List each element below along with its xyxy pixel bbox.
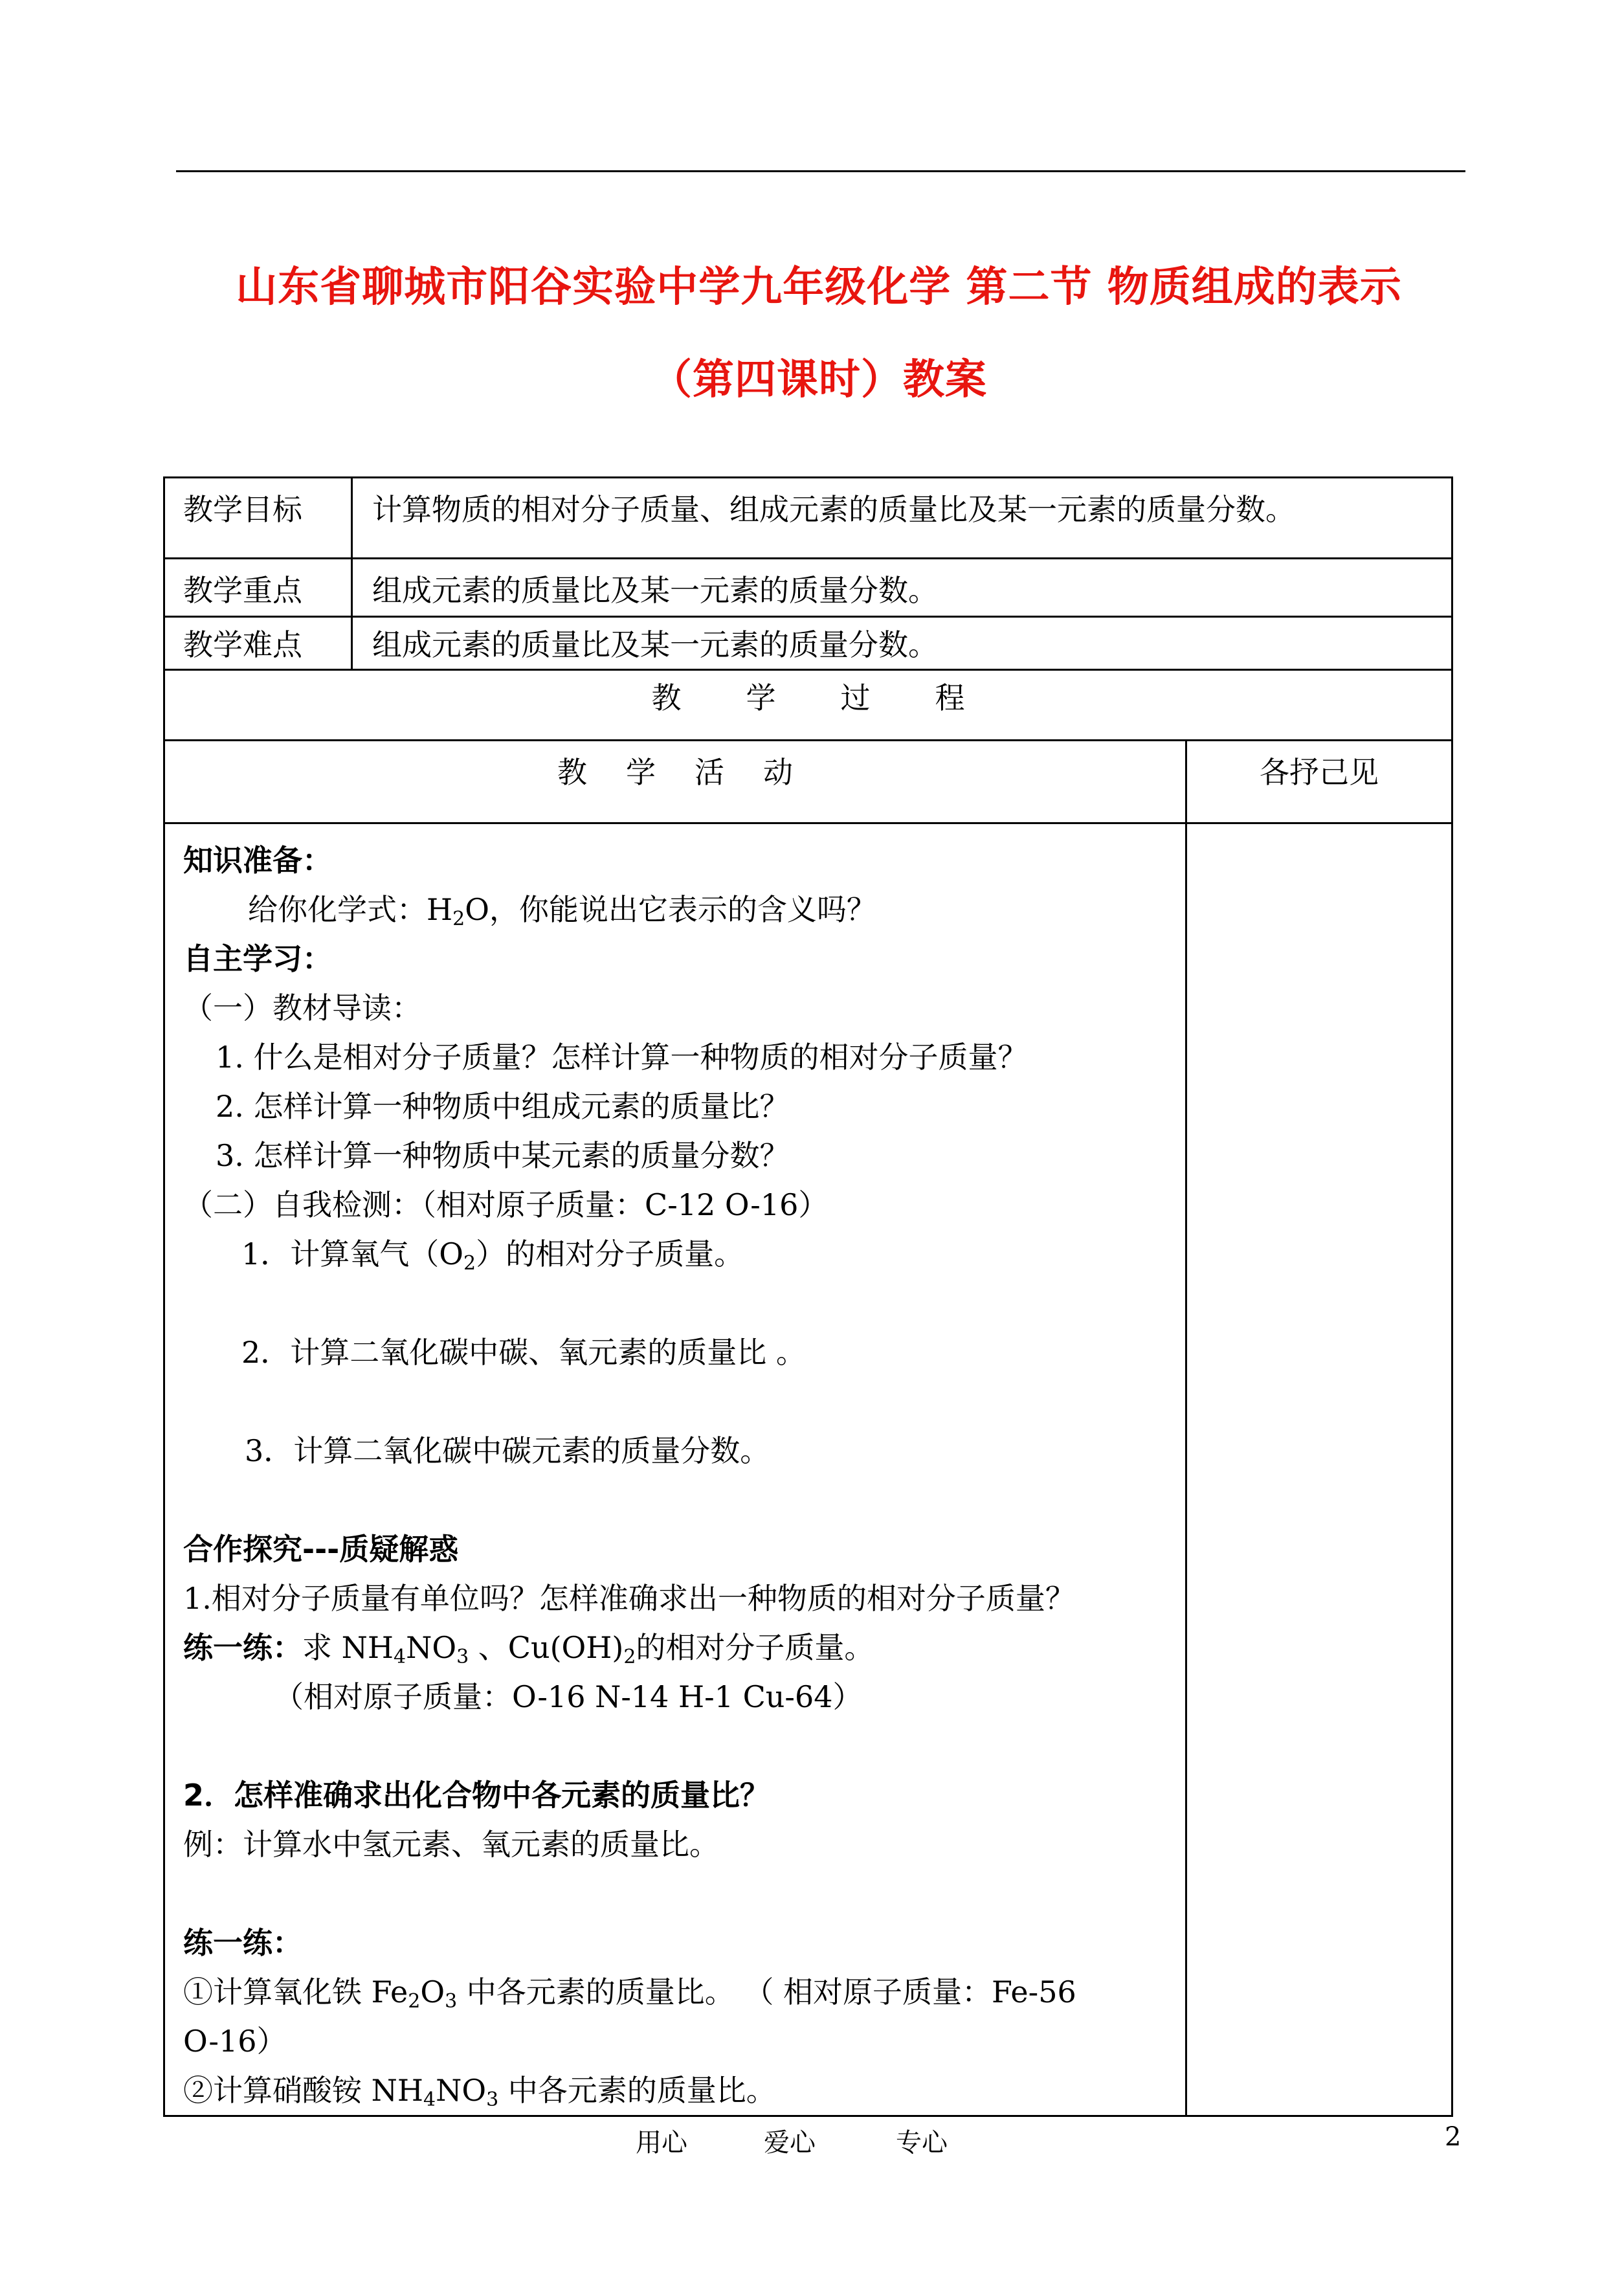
example: 例：计算水中氢元素、氧元素的质量比。 <box>183 1827 719 1862</box>
practice-2-item-1-cont: O-16） <box>183 2024 287 2059</box>
page-number: 2 <box>1445 2122 1462 2152</box>
focus-row <box>164 559 1452 617</box>
practice-2-item-1: ①计算氧化铁 $Fe_2O_3$ 中各元素的质量比。 （ 相对原子质量：Fe-56 <box>183 1974 1076 2013</box>
top-rule <box>176 170 1465 172</box>
notes-header: 各抒己见 <box>1186 741 1452 823</box>
footer-word-3: 专心 <box>896 2128 948 2158</box>
goal-row <box>164 478 1452 559</box>
knowledge-prep-heading: 知识准备： <box>183 843 332 878</box>
difficulty-row <box>164 617 1452 670</box>
notes-column <box>1186 823 1452 2116</box>
self-study-heading: 自主学习： <box>183 941 332 976</box>
activity-header: 教 学 活 动 <box>164 741 1186 823</box>
activity-header-row <box>164 741 1452 823</box>
practice-2-item-2: ②计算硝酸铵 $NH_4NO_3$ 中各元素的质量比。 <box>183 2073 776 2111</box>
practice-1-masses: （相对原子质量：O-16 N-14 H-1 Cu-64） <box>274 1679 863 1714</box>
focus-label: 教学重点 <box>164 559 352 617</box>
goal-value: 计算物质的相对分子质量、组成元素的质量比及某一元素的质量分数。 <box>352 478 1452 559</box>
reading-q1: 1. 什么是相对分子质量？怎样计算一种物质的相对分子质量？ <box>216 1040 1028 1075</box>
content-row <box>164 823 1452 2116</box>
coop-question-2: 2．怎样准确求出化合物中各元素的质量比？ <box>183 1778 770 1813</box>
process-header: 教 学 过 程 <box>164 670 1452 741</box>
activity-content <box>164 823 1186 2116</box>
doc-title-line2: （第四课时）教案 <box>651 356 987 404</box>
doc-title-line1: 山东省聊城市阳谷实验中学九年级化学 第二节 物质组成的表示 <box>236 263 1402 311</box>
footer-word-2: 爱心 <box>764 2128 816 2158</box>
difficulty-label: 教学难点 <box>164 617 352 670</box>
check-q1: 1．计算氧气$(O_2)$的相对分子质量。 <box>241 1236 744 1275</box>
difficulty-value: 组成元素的质量比及某一元素的质量分数。 <box>352 617 1452 670</box>
focus-value: 组成元素的质量比及某一元素的质量分数。 <box>352 559 1452 617</box>
reading-q3: 3. 怎样计算一种物质中某元素的质量分数？ <box>216 1138 790 1173</box>
practice-1: 练一练：求 $NH_4NO_3$ 、$Cu(OH)_2$的相对分子质量。 <box>183 1630 874 1668</box>
reading-title: （一）教材导读： <box>183 990 421 1025</box>
practice-2-heading: 练一练： <box>183 1925 302 1960</box>
process-header-row <box>164 670 1452 741</box>
check-title: （二）自我检测：（相对原子质量：C-12 O-16） <box>183 1187 829 1222</box>
prep-question: 给你化学式：$H_2O$，你能说出它表示的含义吗？ <box>248 892 876 930</box>
check-q2: 2．计算二氧化碳中碳、氧元素的质量比 。 <box>241 1335 806 1370</box>
reading-q2: 2. 怎样计算一种物质中组成元素的质量比？ <box>216 1089 790 1124</box>
footer-word-1: 用心 <box>636 2128 687 2158</box>
coop-heading: 合作探究---质疑解惑 <box>183 1532 459 1567</box>
check-q3: 3．计算二氧化碳中碳元素的质量分数。 <box>245 1433 770 1468</box>
coop-question-1: 1.相对分子质量有单位吗？怎样准确求出一种物质的相对分子质量？ <box>183 1581 1075 1616</box>
goal-label: 教学目标 <box>164 478 352 559</box>
lesson-plan-table <box>163 476 1453 2117</box>
